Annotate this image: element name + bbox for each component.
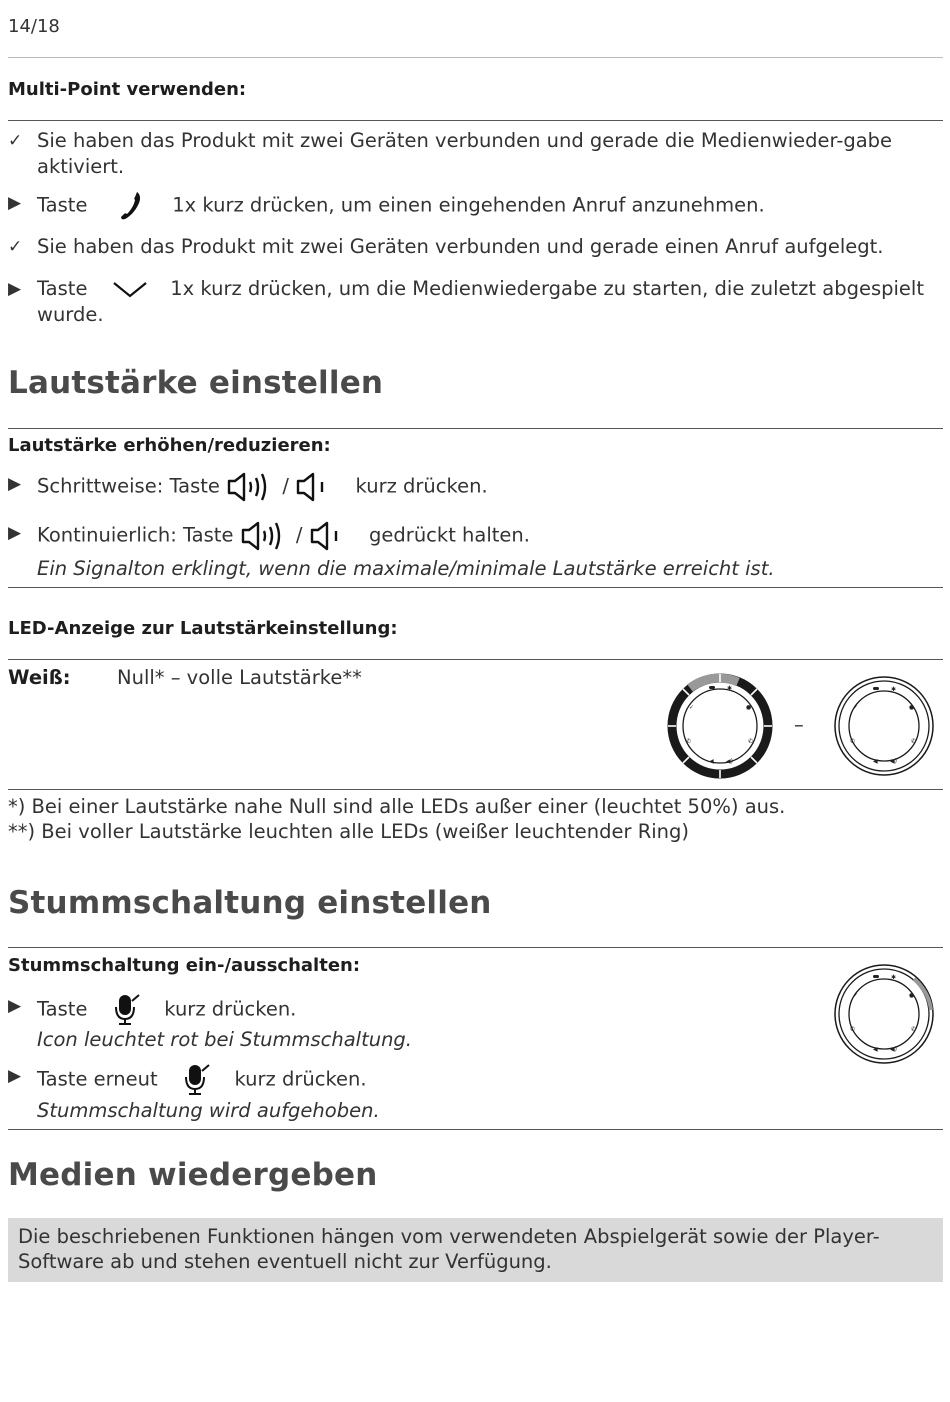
- mute-subheading: Stummschaltung ein-/ausschalten:: [8, 955, 361, 976]
- svg-text:✆: ✆: [850, 1026, 856, 1033]
- multipoint-heading: Multi-Point verwenden:: [8, 79, 247, 100]
- svg-text:●: ●: [909, 704, 915, 711]
- list-item-text: kurz drücken.: [234, 1067, 367, 1091]
- divider: [8, 587, 943, 588]
- svg-text:✆: ✆: [911, 1026, 917, 1033]
- section-title-mute: Stummschaltung einstellen: [8, 885, 492, 921]
- svg-text:●: ●: [909, 992, 915, 999]
- result-text: Icon leuchtet rot bei Stummschaltung.: [37, 1028, 413, 1051]
- svg-text:✆: ✆: [911, 738, 917, 745]
- list-item-text: 1x kurz drücken, um einen eingehenden Anruf anzunehmen.: [172, 193, 765, 217]
- svg-text:✆: ✆: [686, 738, 692, 745]
- svg-text:✓: ✓: [853, 992, 859, 999]
- svg-text:◀): ◀): [890, 1046, 897, 1053]
- range-dash: –: [794, 713, 804, 736]
- divider: [8, 947, 943, 948]
- list-item-text: Taste: [37, 193, 88, 217]
- svg-text:◀: ◀: [873, 1046, 878, 1053]
- speaker-ring-full-illustration: [666, 672, 774, 780]
- arrow-bullet-icon: ▶: [8, 523, 22, 543]
- speaker-ring-mute-illustration: [832, 962, 936, 1066]
- volume-up-icon: [226, 471, 276, 503]
- divider: [8, 659, 943, 660]
- list-item-text: Sie haben das Produkt mit zwei Geräten verbunden und gerade die Medienwieder-gabe aktiviert.: [37, 129, 893, 178]
- list-item-text: Schrittweise: Taste: [37, 474, 220, 498]
- footnote-1: *) Bei einer Lautstärke nahe Null sind alle LEDs außer einer (leuchtet 50%) aus.: [8, 795, 786, 818]
- footnote-2: **) Bei voller Lautstärke leuchten alle LEDs (weißer leuchtender Ring): [8, 820, 690, 843]
- divider: [8, 789, 943, 790]
- svg-text:◀): ◀): [890, 758, 897, 765]
- info-text: Die beschriebenen Funktionen hängen vom verwendeten Abspielgerät sowie der Player-Software ab und stehen eventuell nicht zur Verfügung.: [18, 1225, 880, 1273]
- svg-text:◀: ◀: [709, 758, 714, 765]
- svg-text:✆: ✆: [850, 738, 856, 745]
- svg-text:✓: ✓: [853, 704, 859, 711]
- svg-text:✆: ✆: [748, 738, 754, 745]
- list-item-text: kurz drücken.: [355, 474, 488, 498]
- divider: [8, 57, 943, 58]
- divider: [8, 120, 943, 121]
- svg-text:✱: ✱: [891, 686, 897, 693]
- led-color-label: Weiß:: [8, 666, 71, 689]
- arrow-bullet-icon: ▶: [8, 279, 22, 299]
- svg-text:●: ●: [746, 704, 752, 711]
- svg-text:◀): ◀): [726, 758, 733, 765]
- divider: [8, 1129, 943, 1130]
- check-icon: ✓: [8, 131, 23, 151]
- volume-down-icon: [309, 520, 345, 552]
- check-icon: ✓: [8, 237, 23, 257]
- svg-text:◀: ◀: [873, 758, 878, 765]
- list-item-text: gedrückt halten.: [369, 523, 530, 547]
- led-range-text: Null* – volle Lautstärke**: [117, 666, 362, 689]
- list-item-text: kurz drücken.: [164, 997, 297, 1021]
- separator: /: [282, 474, 289, 498]
- page-number: 14/18: [8, 16, 60, 37]
- list-item-text: Kontinuierlich: Taste: [37, 523, 234, 547]
- list-item-text: Sie haben das Produkt mit zwei Geräten verbunden und gerade einen Anruf aufgelegt.: [37, 235, 884, 258]
- section-title-media: Medien wiedergeben: [8, 1157, 378, 1193]
- list-item-text: 1x kurz drücken, um die Medienwiedergabe zu starten, die zuletzt abgespielt wurde.: [37, 277, 924, 326]
- section-title-volume: Lautstärke einstellen: [8, 365, 384, 401]
- phone-handset-icon: [118, 190, 146, 222]
- svg-text:✱: ✱: [727, 685, 733, 692]
- arrow-bullet-icon: ▶: [8, 474, 22, 494]
- list-item-text: Taste erneut: [37, 1067, 158, 1091]
- separator: /: [295, 523, 303, 547]
- result-text: Ein Signalton erklingt, wenn die maximale/minimale Lautstärke erreicht ist.: [37, 557, 775, 580]
- list-item-text: Taste: [37, 277, 88, 300]
- volume-down-icon: [295, 471, 331, 503]
- led-heading: LED-Anzeige zur Lautstärkeinstellung:: [8, 618, 398, 639]
- info-box: [8, 1218, 943, 1282]
- volume-subheading: Lautstärke erhöhen/reduzieren:: [8, 435, 331, 456]
- svg-text:✓: ✓: [689, 704, 695, 711]
- mute-microphone-icon: [182, 1063, 212, 1097]
- speaker-ring-zero-illustration: [832, 674, 936, 778]
- arrow-bullet-icon: ▶: [8, 996, 22, 1016]
- arrow-bullet-icon: ▶: [8, 1066, 22, 1086]
- volume-up-icon: [240, 520, 290, 552]
- svg-text:✱: ✱: [891, 974, 897, 981]
- play-chevron-icon: [112, 279, 148, 301]
- mute-microphone-icon: [112, 993, 142, 1027]
- arrow-bullet-icon: ▶: [8, 193, 22, 213]
- divider: [8, 428, 943, 429]
- result-text: Stummschaltung wird aufgehoben.: [37, 1099, 380, 1122]
- list-item-text: Taste: [37, 997, 88, 1021]
